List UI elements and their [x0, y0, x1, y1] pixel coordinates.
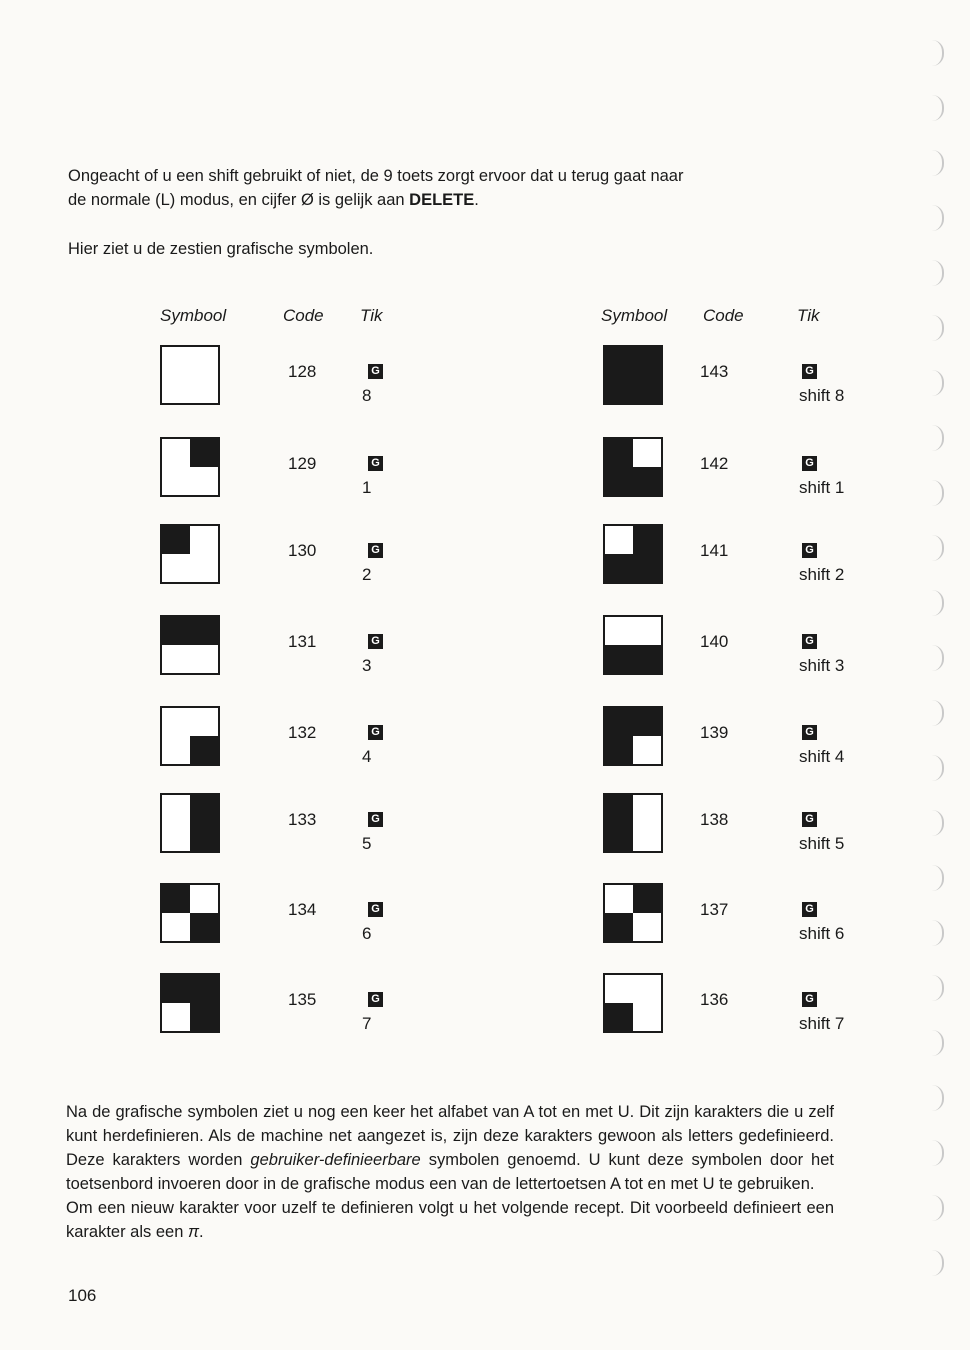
intro-line-1: Ongeacht of u een shift gebruikt of niet, de 9 toets zorgt ervoor dat u terug gaat naar	[68, 167, 684, 185]
symbol-quadrant-bl	[605, 645, 633, 673]
graphics-key-icon: G	[368, 902, 383, 917]
graphic-symbol-132	[160, 706, 220, 766]
zero-glyph: Ø	[300, 191, 314, 209]
header-tik-right: Tik	[797, 306, 820, 325]
header-symbol-left: Symbool	[160, 306, 227, 325]
graphic-symbol-133	[160, 793, 220, 853]
symbol-quadrant-tr	[633, 347, 661, 375]
symbol-quadrant-tl	[162, 526, 190, 554]
symbol-quadrant-bl	[605, 554, 633, 582]
graphic-symbol-142	[603, 437, 663, 497]
symbol-keystroke: shift 8	[799, 386, 845, 405]
symbol-code: 133	[288, 810, 317, 829]
pi-symbol: π	[187, 1223, 200, 1241]
symbol-keystroke: shift 7	[799, 1014, 845, 1033]
symbol-code: 132	[288, 723, 317, 742]
delete-keyword: DELETE	[409, 191, 475, 209]
outro-text-2b: .	[199, 1223, 204, 1241]
graphics-key-icon: G	[802, 902, 817, 917]
graphic-symbol-143	[603, 345, 663, 405]
symbol-quadrant-tr	[190, 795, 218, 823]
symbol-code: 143	[700, 362, 729, 381]
symbol-keystroke: 3	[362, 656, 372, 675]
symbol-quadrant-tl	[605, 795, 633, 823]
intro-line-2-mid: is gelijk aan	[313, 191, 410, 209]
symbol-code: 130	[288, 541, 317, 560]
symbol-quadrant-tr	[633, 526, 661, 554]
graphics-key-icon: G	[802, 812, 817, 827]
outro-italic-term: gebruiker-definieerbare	[250, 1151, 421, 1169]
symbol-quadrant-bl	[605, 375, 633, 403]
symbol-code: 137	[700, 900, 729, 919]
graphics-key-icon: G	[802, 543, 817, 558]
graphics-key-icon: G	[802, 725, 817, 740]
symbol-keystroke: shift 2	[799, 565, 845, 584]
symbol-keystroke: shift 1	[799, 478, 845, 497]
symbol-keystroke: 5	[362, 834, 372, 853]
symbol-keystroke: 6	[362, 924, 372, 943]
symbol-quadrant-tl	[605, 708, 633, 736]
symbol-code: 138	[700, 810, 729, 829]
symbol-quadrant-br	[190, 823, 218, 851]
symbol-quadrant-tr	[190, 439, 218, 467]
symbol-code: 134	[288, 900, 317, 919]
symbol-quadrant-tr	[190, 975, 218, 1003]
symbol-quadrant-tl	[162, 617, 190, 645]
graphic-symbol-141	[603, 524, 663, 584]
outro-paragraph-2	[66, 1196, 834, 1244]
graphics-key-icon: G	[802, 992, 817, 1007]
graphic-symbol-128	[160, 345, 220, 405]
symbol-keystroke: 1	[362, 478, 372, 497]
graphic-symbol-134	[160, 883, 220, 943]
symbol-quadrant-bl	[605, 1003, 633, 1031]
symbol-quadrant-br	[633, 554, 661, 582]
graphics-key-icon: G	[368, 634, 383, 649]
symbol-quadrant-bl	[605, 467, 633, 495]
binding-holes	[928, 40, 948, 1320]
graphic-symbol-140	[603, 615, 663, 675]
symbol-keystroke: 7	[362, 1014, 372, 1033]
symbol-keystroke: shift 3	[799, 656, 845, 675]
symbol-keystroke: shift 6	[799, 924, 845, 943]
symbol-quadrant-bl	[605, 913, 633, 941]
header-tik-left: Tik	[360, 306, 383, 325]
symbol-code: 129	[288, 454, 317, 473]
outro-text-2a: Om een nieuw karakter voor uzelf te definieren volgt u het volgende recept. Dit voorbeeld definieert een karakter als een	[66, 1199, 834, 1241]
symbol-quadrant-tr	[633, 708, 661, 736]
symbol-keystroke: 2	[362, 565, 372, 584]
graphic-symbol-131	[160, 615, 220, 675]
symbol-keystroke: shift 5	[799, 834, 845, 853]
symbol-code: 136	[700, 990, 729, 1009]
symbol-code: 140	[700, 632, 729, 651]
symbol-code: 131	[288, 632, 317, 651]
symbol-keystroke: shift 4	[799, 747, 845, 766]
symbols-intro: Hier ziet u de zestien grafische symbolen.	[68, 240, 374, 258]
graphics-key-icon: G	[368, 543, 383, 558]
graphics-key-icon: G	[368, 456, 383, 471]
symbol-quadrant-br	[633, 645, 661, 673]
symbol-quadrant-tr	[633, 885, 661, 913]
outro-text-1a: Na de grafische symbolen ziet u nog een keer het alfabet van A tot en met U. Dit zijn karakters die u zelf kunt herdefinieren. Als de machine net aangezet is, zijn deze karakters gewoon als letters gedefinieerd. Deze karakters worden	[66, 1103, 834, 1169]
symbol-keystroke: 4	[362, 747, 372, 766]
symbol-quadrant-br	[633, 467, 661, 495]
graphic-symbol-130	[160, 524, 220, 584]
symbol-keystroke: 8	[362, 386, 372, 405]
graphics-key-icon: G	[368, 364, 383, 379]
symbol-quadrant-br	[190, 913, 218, 941]
header-code-right: Code	[703, 306, 744, 325]
symbol-code: 139	[700, 723, 729, 742]
symbol-quadrant-tl	[605, 347, 633, 375]
graphics-key-icon: G	[802, 364, 817, 379]
intro-line-2-end: .	[474, 191, 479, 209]
graphics-key-icon: G	[368, 992, 383, 1007]
symbol-quadrant-tl	[605, 439, 633, 467]
symbol-quadrant-bl	[605, 823, 633, 851]
graphics-key-icon: G	[368, 725, 383, 740]
header-code-left: Code	[283, 306, 324, 325]
graphics-key-icon: G	[802, 634, 817, 649]
symbol-quadrant-tl	[162, 885, 190, 913]
symbol-quadrant-br	[633, 375, 661, 403]
symbol-code: 141	[700, 541, 729, 560]
symbol-quadrant-tr	[190, 617, 218, 645]
symbol-code: 128	[288, 362, 317, 381]
outro-paragraph	[66, 1100, 834, 1244]
graphic-symbol-137	[603, 883, 663, 943]
symbol-quadrant-br	[190, 736, 218, 764]
graphic-symbol-129	[160, 437, 220, 497]
header-symbol-right: Symbool	[601, 306, 668, 325]
symbol-quadrant-bl	[605, 736, 633, 764]
graphics-key-icon: G	[802, 456, 817, 471]
graphic-symbol-135	[160, 973, 220, 1033]
symbol-quadrant-br	[190, 1003, 218, 1031]
symbol-code: 135	[288, 990, 317, 1009]
outro-paragraph-1	[66, 1100, 834, 1196]
outro-text-1b: symbolen genoemd. U kunt deze symbolen door het toetsenbord invoeren door in de grafische modus een van de lettertoetsen A tot en met U te gebruiken.	[66, 1151, 834, 1193]
graphics-key-icon: G	[368, 812, 383, 827]
symbol-code: 142	[700, 454, 729, 473]
page-number: 106	[68, 1286, 97, 1305]
graphic-symbol-136	[603, 973, 663, 1033]
intro-line-2-start: de normale (L) modus, en cijfer	[68, 191, 301, 209]
intro-paragraph	[68, 164, 848, 212]
symbol-quadrant-tl	[162, 975, 190, 1003]
graphic-symbol-138	[603, 793, 663, 853]
graphic-symbol-139	[603, 706, 663, 766]
